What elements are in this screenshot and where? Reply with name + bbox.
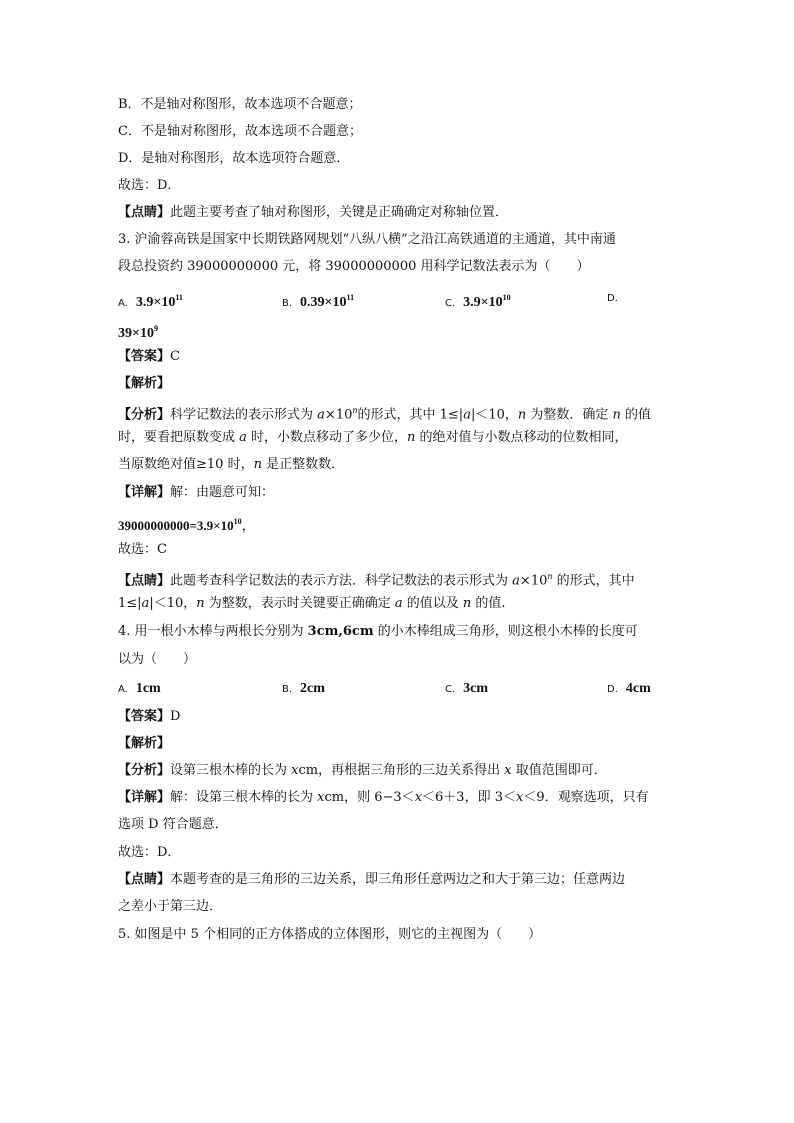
q3-option-b [282, 289, 354, 313]
q3-fenxi-line-1: 【分析】科学记数法的表示形式为 $a\times 10^n$的形式，其中 1≤|a|＜10，n 为整数．确定 n 的值 [118, 406, 652, 423]
q4-xiangjie-line-2: 选项 D 符合题意． [118, 817, 228, 832]
solution-line-c: C．不是轴对称图形，故本选项不合题意； [118, 124, 362, 139]
answer-value: C [170, 349, 180, 364]
q4-jiexi-line: 【解析】 [118, 736, 171, 751]
solution-line-d: D．是轴对称图形，故本选项符合题意． [118, 151, 350, 166]
q3-choose-line: 故选：C [118, 542, 167, 557]
q3-stem-line-1: 3. 沪渝蓉高铁是国家中长期铁路网规划“八纵八横”之沿江高铁通道的主通道，其中南通 [118, 232, 616, 247]
dianjing-tag: 【点睛】 [118, 205, 171, 220]
q4-dianjing-line-2: 之差小于第三边． [118, 899, 223, 914]
dianjing-text: 此题主要考查了轴对称图形，关键是正确确定对称轴位置． [170, 205, 509, 220]
q4-stem-line-1: 4. 用一根小木棒与两根长分别为 3cm,6cm 的小木棒组成三角形，则这根小木棒的长度可 [118, 624, 638, 639]
q3-jiexi-line: 【解析】 [118, 376, 171, 391]
option-value: $0.39\times 10^{11}$ [300, 293, 355, 310]
q4-option-c: C. 3cm [445, 681, 489, 696]
q3-xiangjie-line: 【详解】解：由题意可知： [118, 485, 275, 500]
q3-dianjing-line-1: 【点睛】此题考查科学记数法的表示方法．科学记数法的表示形式为 $a\times 10^n$ 的形式，其中 [118, 572, 635, 589]
q4-dianjing-line-1: 【点睛】本题考查的是三角形的三边关系，即三角形任意两边之和大于第三边；任意两边 [118, 872, 626, 887]
q3-dianjing-line-2: 1≤|a|＜10，n 为整数，表示时关键要正确确定 a 的值以及 n 的值. [118, 596, 506, 611]
q4-xiangjie-line-1: 【详解】解：设第三根木棒的长为 xcm，则 6−3＜x＜6＋3，即 3＜x＜9．观察选项，只有 [118, 790, 649, 805]
q4-option-b: B. 2cm [282, 681, 325, 696]
q5-stem-line: 5. 如图是中 5 个相同的正方体搭成的立体图形，则它的主视图为（ ） [118, 927, 542, 942]
q4-fenxi-line: 【分析】设第三根木棒的长为 xcm，再根据三角形的三边关系得出 x 取值范围即可． [118, 763, 607, 778]
q4-answer-line: 【答案】D [118, 709, 181, 724]
q3-option-c [445, 289, 511, 313]
q4-stem-line-2: 以为（ ） [118, 652, 197, 667]
q3-answer-line [118, 348, 684, 366]
dianjing-line [118, 204, 684, 222]
q3-option-d-letter: D. [607, 293, 618, 304]
option-value: $3.9\times 10^{10}$ [463, 293, 511, 310]
choose-line: 故选：D． [118, 178, 181, 193]
q3-calc-line: $39000000000=3.9\times 10^{10}$， [118, 517, 255, 534]
q3-fenxi-line-2: 时，要看把原数变成 a 时，小数点移动了多少位，n 的绝对值与小数点移动的位数相同， [118, 430, 628, 445]
option-letter: A. [118, 298, 128, 309]
q3-stem-line-2: 段总投资约 39000000000 元，将 39000000000 用科学记数法表示为（ ） [118, 259, 590, 274]
solution-line-b: B．不是轴对称图形，故本选项不合题意； [118, 97, 362, 112]
answer-tag: 【答案】 [118, 349, 171, 364]
q3-fenxi-line-3: 当原数绝对值≥10 时，n 是正整数数． [118, 457, 345, 472]
q3-option-a [118, 289, 183, 313]
q3-option-d-value: $39\times 10^9$ [118, 324, 158, 341]
q4-option-d: D. 4cm [607, 681, 651, 696]
option-value: $3.9\times 10^{11}$ [135, 293, 183, 310]
q4-option-a: A. 1cm [118, 681, 161, 696]
option-letter: C. [445, 298, 456, 309]
q4-choose-line: 故选：D． [118, 845, 181, 860]
option-letter: B. [282, 298, 293, 309]
